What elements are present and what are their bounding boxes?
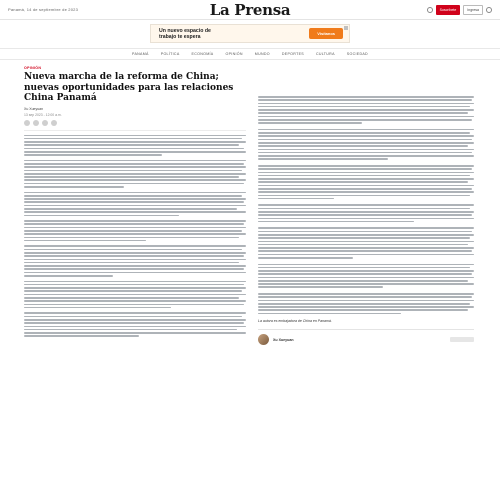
article-kicker[interactable]: OPINIÓN: [24, 66, 42, 70]
ad-headline-line-2: trabajo te espera: [159, 33, 201, 40]
mail-icon[interactable]: [51, 120, 57, 126]
article-paragraph: [258, 227, 474, 258]
header-tools: [427, 5, 492, 15]
nav-item[interactable]: CULTURA: [315, 52, 335, 56]
article-paragraph: [24, 220, 246, 241]
advertisement-banner[interactable]: [150, 24, 350, 43]
more-articles-link[interactable]: [450, 337, 474, 342]
nav-item[interactable]: PANAMÁ: [132, 52, 149, 56]
header-date: Panamá, 14 de septiembre de 2023: [8, 7, 78, 12]
ad-info-icon[interactable]: [344, 26, 348, 30]
article-paragraph: [258, 165, 474, 199]
article-paragraph: [258, 264, 474, 289]
nav-item[interactable]: MUNDO: [254, 52, 270, 56]
top-bar: [0, 0, 500, 20]
ad-headline: [151, 28, 276, 40]
author-card[interactable]: [258, 329, 474, 345]
whatsapp-icon[interactable]: [42, 120, 48, 126]
nav-item[interactable]: SOCIEDAD: [346, 52, 368, 56]
article-paragraph: [24, 245, 246, 276]
search-icon[interactable]: [427, 7, 433, 13]
article-paragraph: [24, 312, 246, 337]
article-paragraph: [24, 135, 246, 156]
twitter-icon[interactable]: [33, 120, 39, 126]
nav-item[interactable]: DEPORTES: [281, 52, 304, 56]
author-signature: La autora es embajadora de China en Panamá.: [258, 319, 332, 324]
ad-headline-line-1: Un nuevo espacio de: [159, 27, 211, 34]
author-signature-line: [258, 319, 474, 323]
article-paragraph: [258, 204, 474, 222]
share-bar: [24, 120, 246, 126]
author-name[interactable]: Xu Xueyuan: [273, 337, 294, 342]
article-continuation-column: [258, 96, 474, 345]
ad-cta-button[interactable]: Visítanos: [309, 28, 343, 39]
nav-item[interactable]: POLÍTICA: [160, 52, 180, 56]
menu-icon[interactable]: [486, 7, 492, 13]
divider: [24, 130, 246, 131]
article-headline: Nueva marcha de la reforma de China; nuevas oportunidades para las relaciones China Panamá: [24, 72, 234, 103]
facebook-icon[interactable]: [24, 120, 30, 126]
article-paragraph: [258, 293, 474, 314]
article-paragraph: [258, 129, 474, 160]
nav-item[interactable]: OPINIÓN: [225, 52, 243, 56]
article-paragraph: [24, 281, 246, 309]
article-paragraph: [24, 192, 246, 217]
article-byline[interactable]: Xu Xueyuan: [24, 106, 44, 111]
subscribe-button[interactable]: Suscríbete: [436, 5, 461, 15]
avatar[interactable]: [258, 334, 269, 345]
article-main-column: [24, 66, 246, 339]
login-button[interactable]: Ingresa: [463, 5, 483, 15]
article-paragraph: [258, 96, 474, 124]
site-logo[interactable]: La Prensa: [209, 1, 291, 19]
nav-item[interactable]: ECONOMÍA: [191, 52, 214, 56]
section-nav: [0, 48, 500, 60]
article-paragraph: [24, 160, 246, 188]
article-date: 13 sep 2023 - 12:00 a.m.: [24, 112, 62, 117]
